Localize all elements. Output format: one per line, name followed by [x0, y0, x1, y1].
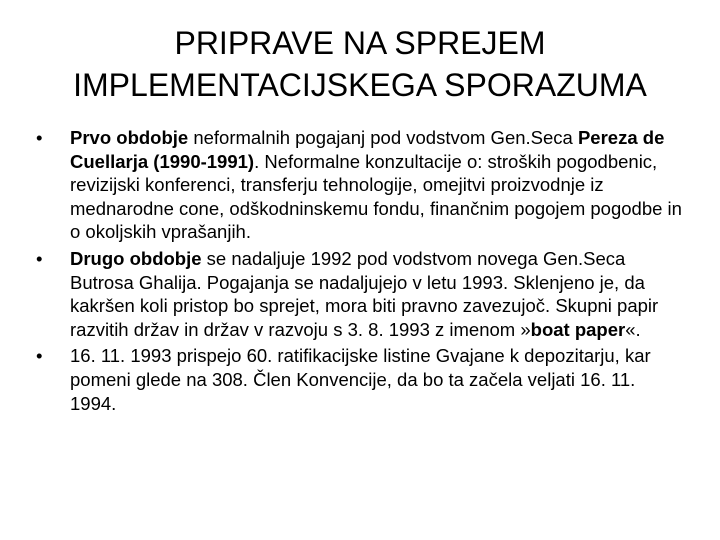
bold-phrase: Prvo obdobje	[70, 127, 189, 148]
text-run: neformalnih pogajanj pod vodstvom Gen.Seca	[188, 127, 578, 148]
bullet-icon: •	[36, 247, 43, 269]
bullet-text	[70, 345, 651, 413]
bold-phrase: boat paper	[530, 318, 626, 340]
text-run: «.	[625, 318, 641, 340]
slide-title	[30, 22, 690, 106]
bullet-list	[36, 126, 686, 418]
bullet-text	[70, 127, 682, 242]
text-run: . Neformalne konzultacije o: stroških pogodbenic, revizijski konferenci, transferju tehnologije, omejitvi proizvodnje iz mednarodne cone, odškodninskemu fondu, finančnim pogojem pogodbe in o okoljskih vprašanjih.	[70, 150, 682, 243]
bullet-icon: •	[36, 127, 43, 148]
bullet-item-3	[36, 344, 686, 415]
text-run: se nadaljuje 1992 pod vodstvom novega Gen.Seca Butrosa Ghalija. Pogajanja se nadaljujejo v letu 1993. Sklenjeno je, da kakršen koli pristop bo sprejet, mora biti pravno zavezujoč. Skupni papir razvitih držav in držav v razvoju s 3. 8. 1993 z imenom »	[70, 247, 659, 340]
bold-phrase: Pereza de Cuellarja (1990-1991)	[70, 127, 665, 172]
title-line-2: IMPLEMENTACIJSKEGA SPORAZUMA	[73, 67, 647, 103]
bullet-text	[70, 248, 658, 340]
bullet-item-2	[36, 247, 686, 341]
bullet-item-1	[36, 126, 686, 244]
text-run: 16. 11. 1993 prispejo 60. ratifikacijske listine Gvajane k depozitarju, kar pomeni glede na 308. Člen Konvencije, da bo ta začela veljati 16. 11. 1994.	[70, 345, 651, 414]
title-line-1: PRIPRAVE NA SPREJEM	[174, 25, 546, 61]
bullet-icon: •	[36, 345, 43, 367]
bold-phrase: Drugo obdobje	[70, 247, 202, 269]
